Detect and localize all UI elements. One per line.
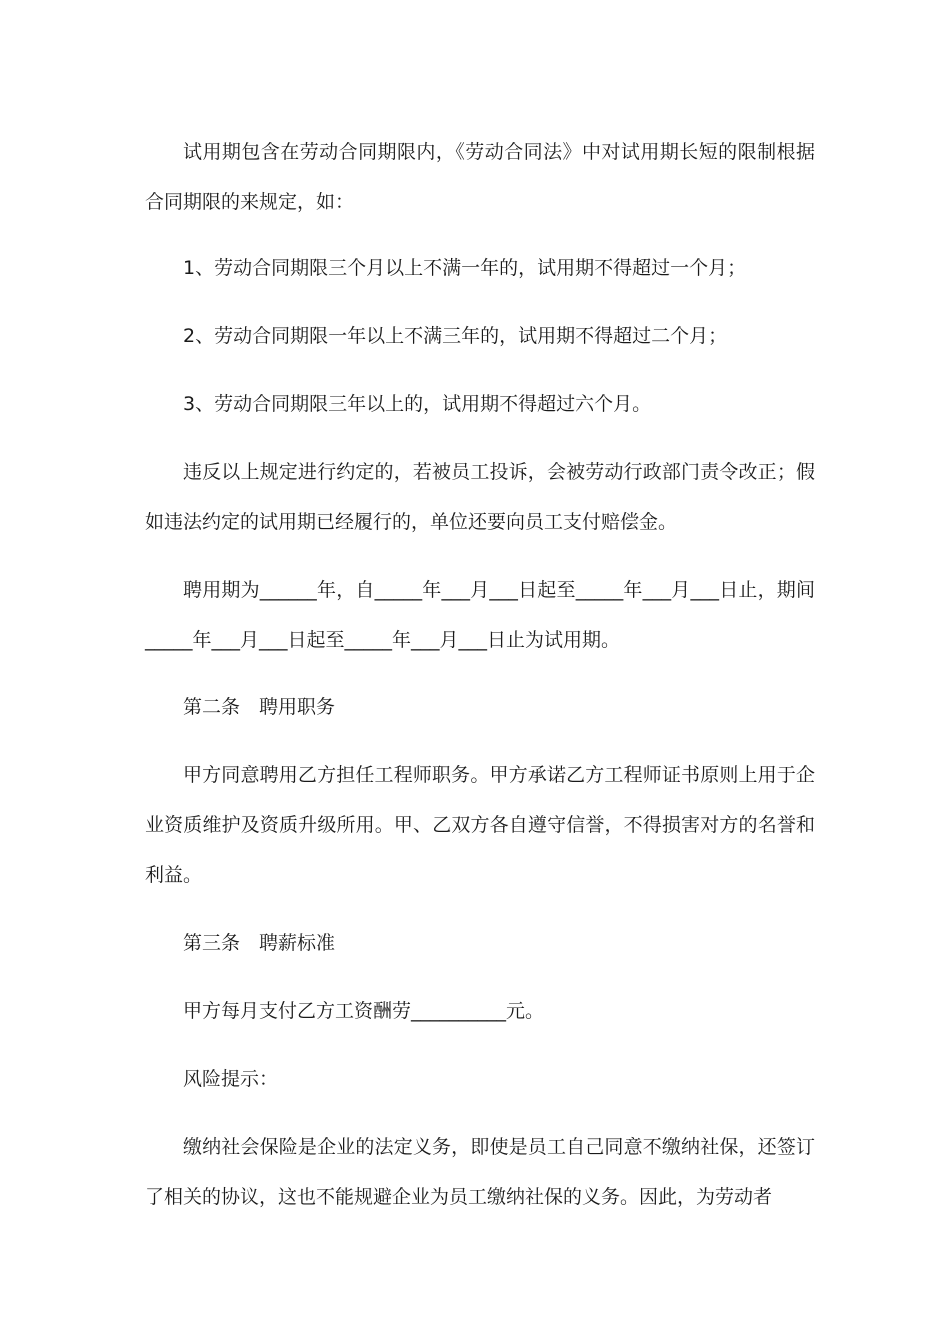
paragraph-rule-2: 2、劳动合同期限一年以上不满三年的，试用期不得超过二个月； bbox=[183, 325, 728, 347]
paragraph-rule-3: 3、劳动合同期限三年以上的，试用期不得超过六个月。 bbox=[183, 393, 652, 415]
heading-risk: 风险提示： bbox=[183, 1068, 279, 1090]
paragraph-risk-body: 缴纳社会保险是企业的法定义务，即使是员工自己同意不缴纳社保，还签订了相关的协议，这也不能规避企业为员工缴纳社保的义务。因此，为劳动者 bbox=[145, 1136, 815, 1208]
paragraph-rule-1: 1、劳动合同期限三个月以上不满一年的，试用期不得超过一个月； bbox=[183, 257, 747, 279]
paragraph-article-2-body: 甲方同意聘用乙方担任工程师职务。甲方承诺乙方工程师证书原则上用于企业资质维护及资质升级所用。甲、乙双方各自遵守信誉，不得损害对方的名誉和利益。 bbox=[145, 764, 815, 886]
heading-article-3: 第三条 聘薪标准 bbox=[183, 932, 336, 954]
paragraph-probation-intro: 试用期包含在劳动合同期限内，《劳动合同法》中对试用期长短的限制根据合同期限的来规定，如： bbox=[145, 141, 815, 213]
paragraph-employment-period: 聘用期为______年，自_____年___月___日起至_____年___月___日止，期间_____年___月___日起至_____年___月___日止为试用期。 bbox=[145, 579, 815, 651]
heading-article-2: 第二条 聘用职务 bbox=[183, 696, 336, 718]
paragraph-violation: 违反以上规定进行约定的，若被员工投诉，会被劳动行政部门责令改正；假如违法约定的试用期已经履行的，单位还要向员工支付赔偿金。 bbox=[145, 461, 815, 533]
paragraph-article-3-body: 甲方每月支付乙方工资酬劳__________元。 bbox=[183, 1000, 545, 1022]
